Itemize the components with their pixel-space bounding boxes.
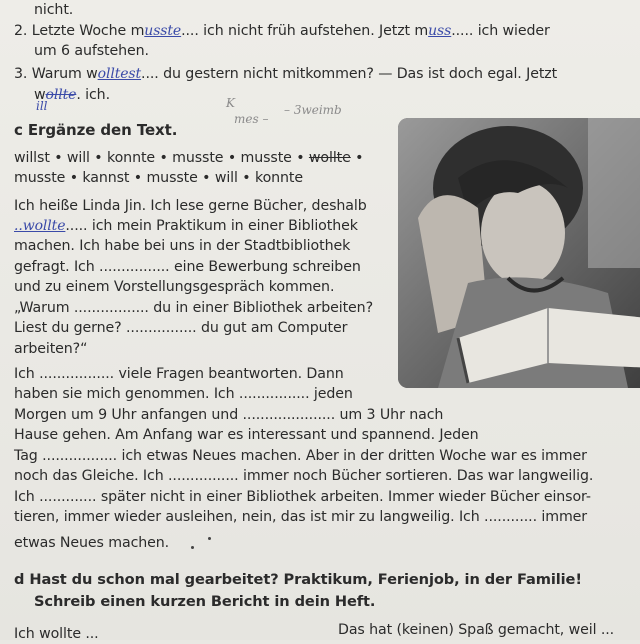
footer-prompt-left: Ich wollte ...	[14, 626, 99, 642]
handwritten-answer: usste	[144, 23, 182, 39]
text-line: etwas Neues machen.	[14, 535, 170, 551]
section-d-subtitle: Schreib einen kurzen Bericht in dein Heft.	[34, 593, 376, 610]
section-c-title: c Ergänze den Text.	[14, 121, 178, 139]
text-line: ..wollte..... ich mein Praktikum in einer Bibliothek	[14, 218, 358, 234]
text-line: Ich ................. viele Fragen beantworten. Dann	[14, 366, 344, 382]
text-line: Morgen um 9 Uhr anfangen und ..................... um 3 Uhr nach	[14, 407, 444, 423]
pencil-note: – 3weimb	[284, 103, 342, 117]
section-d-title: d Hast du schon mal gearbeitet? Praktikum, Ferienjob, in der Familie!	[14, 571, 582, 588]
struck-word: wollte	[308, 150, 351, 166]
handwritten-answer: ..wollte	[14, 218, 66, 234]
pencil-note: mes –	[234, 112, 269, 126]
footer-prompt-right: Das hat (keinen) Spaß gemacht, weil ...	[338, 622, 615, 638]
ink-dot	[208, 537, 211, 540]
text-line: machen. Ich habe bei uns in der Stadtbibliothek	[14, 238, 351, 254]
text-line: Liest du gerne? ................ du gut am Computer	[14, 320, 348, 336]
text-line: und zu einem Vorstellungsgespräch kommen.	[14, 279, 335, 295]
line-aufstehen: um 6 aufstehen.	[34, 43, 149, 59]
line-wollte-ich: wollte. ich.	[34, 87, 110, 103]
text-line: noch das Gleiche. Ich ................ immer noch Bücher sortieren. Das war langweilig.	[14, 468, 594, 484]
word-bank-line-2: musste • kannst • musste • will • konnte	[14, 170, 304, 186]
text-line: Tag ................. ich etwas Neues machen. Aber in der dritten Woche war es immer	[14, 448, 587, 464]
text-line: arbeiten?“	[14, 341, 88, 357]
text-line: Ich heiße Linda Jin. Ich lese gerne Bücher, deshalb	[14, 198, 367, 214]
handwritten-struck-word: ollte	[45, 87, 77, 103]
exercise-2-line: 2. Letzte Woche musste.... ich nicht früh aufstehen. Jetzt muss..... ich wieder	[14, 23, 550, 39]
exercise-3-line: 3. Warum wolltest.... du gestern nicht mitkommen? — Das ist doch egal. Jetzt	[14, 66, 558, 82]
photo-illustration	[398, 118, 640, 388]
photo-girl-reading	[398, 118, 640, 388]
text-line: „Warum ................. du in einer Bibliothek arbeiten?	[14, 300, 373, 316]
text-line: tieren, immer wieder ausleihen, nein, das ist mir zu langweilig. Ich ............ immer	[14, 509, 588, 525]
handwritten-correction: ill	[36, 99, 48, 113]
handwritten-answer: olltest	[97, 66, 142, 82]
text-line: gefragt. Ich ................ eine Bewerbung schreiben	[14, 259, 361, 275]
handwritten-answer: uss	[428, 23, 452, 39]
text-line: Hause gehen. Am Anfang war es interessant und spannend. Jeden	[14, 427, 479, 443]
pencil-note: K	[226, 96, 235, 110]
text-line: haben sie mich genommen. Ich ................ jeden	[14, 386, 353, 402]
ink-dot	[191, 546, 194, 549]
line-nicht: nicht.	[34, 2, 74, 18]
text-line: Ich ............. später nicht in einer Bibliothek arbeiten. Immer wieder Bücher einsor-	[14, 489, 591, 505]
word-bank-line-1: willst • will • konnte • musste • musste • wollte •	[14, 150, 364, 166]
